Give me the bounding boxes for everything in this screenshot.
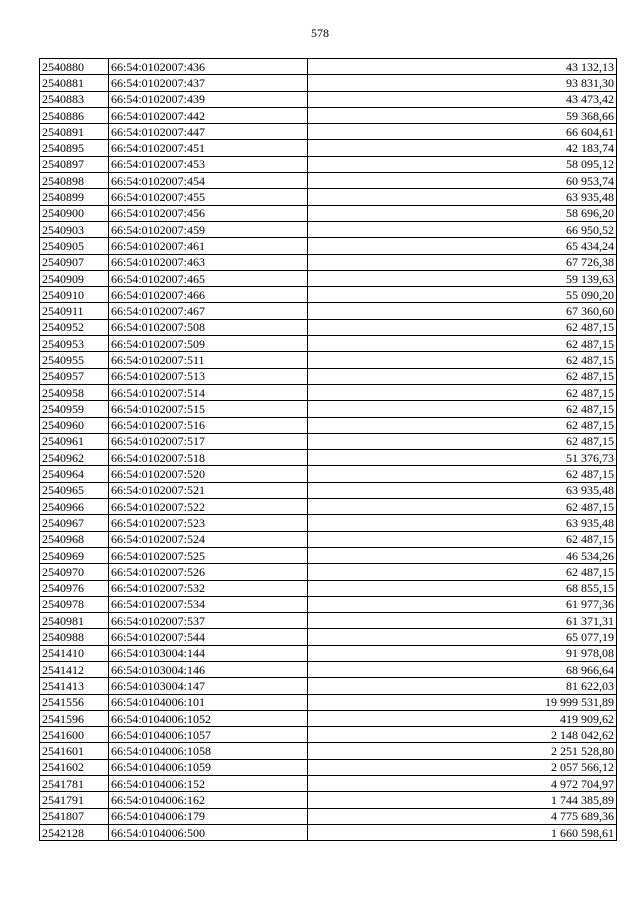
table-row bbox=[40, 629, 617, 645]
row-id-cell: 2540959 bbox=[40, 401, 109, 417]
table-row bbox=[40, 173, 617, 189]
row-id-cell: 2540886 bbox=[40, 107, 109, 123]
cadastral-number-cell: 66:54:0104006:162 bbox=[109, 792, 308, 808]
row-id-cell: 2540909 bbox=[40, 270, 109, 286]
value-cell: 66 604,61 bbox=[308, 124, 617, 140]
cadastral-number-cell: 66:54:0102007:437 bbox=[109, 75, 308, 91]
table-row bbox=[40, 124, 617, 140]
row-id-cell: 2541602 bbox=[40, 759, 109, 775]
cadastral-number-cell: 66:54:0103004:147 bbox=[109, 678, 308, 694]
row-id-cell: 2540966 bbox=[40, 499, 109, 515]
cadastral-number-cell: 66:54:0102007:520 bbox=[109, 466, 308, 482]
value-cell: 2 057 566,12 bbox=[308, 759, 617, 775]
cadastral-number-cell: 66:54:0102007:514 bbox=[109, 384, 308, 400]
value-cell: 62 487,15 bbox=[308, 531, 617, 547]
value-cell: 62 487,15 bbox=[308, 319, 617, 335]
table-row bbox=[40, 710, 617, 726]
table-row bbox=[40, 433, 617, 449]
cadastral-number-cell: 66:54:0104006:1057 bbox=[109, 727, 308, 743]
table-row bbox=[40, 189, 617, 205]
row-id-cell: 2540958 bbox=[40, 384, 109, 400]
value-cell: 419 909,62 bbox=[308, 710, 617, 726]
row-id-cell: 2541410 bbox=[40, 645, 109, 661]
value-cell: 58 095,12 bbox=[308, 156, 617, 172]
table-row bbox=[40, 743, 617, 759]
value-cell: 62 487,15 bbox=[308, 433, 617, 449]
value-cell: 43 132,13 bbox=[308, 59, 617, 75]
value-cell: 61 371,31 bbox=[308, 613, 617, 629]
table-row bbox=[40, 319, 617, 335]
row-id-cell: 2541781 bbox=[40, 776, 109, 792]
cadastral-number-cell: 66:54:0102007:525 bbox=[109, 547, 308, 563]
value-cell: 2 251 528,80 bbox=[308, 743, 617, 759]
row-id-cell: 2540981 bbox=[40, 613, 109, 629]
registry-table-body bbox=[40, 59, 617, 841]
row-id-cell: 2540988 bbox=[40, 629, 109, 645]
value-cell: 55 090,20 bbox=[308, 287, 617, 303]
cadastral-number-cell: 66:54:0102007:466 bbox=[109, 287, 308, 303]
cadastral-number-cell: 66:54:0102007:465 bbox=[109, 270, 308, 286]
value-cell: 68 966,64 bbox=[308, 661, 617, 677]
value-cell: 4 775 689,36 bbox=[308, 808, 617, 824]
value-cell: 65 077,19 bbox=[308, 629, 617, 645]
value-cell: 93 831,30 bbox=[308, 75, 617, 91]
table-row bbox=[40, 91, 617, 107]
row-id-cell: 2540880 bbox=[40, 59, 109, 75]
cadastral-number-cell: 66:54:0102007:459 bbox=[109, 221, 308, 237]
cadastral-number-cell: 66:54:0104006:152 bbox=[109, 776, 308, 792]
cadastral-number-cell: 66:54:0102007:532 bbox=[109, 580, 308, 596]
table-row bbox=[40, 205, 617, 221]
table-row bbox=[40, 221, 617, 237]
value-cell: 62 487,15 bbox=[308, 401, 617, 417]
cadastral-number-cell: 66:54:0102007:544 bbox=[109, 629, 308, 645]
row-id-cell: 2540961 bbox=[40, 433, 109, 449]
table-row bbox=[40, 59, 617, 75]
cadastral-number-cell: 66:54:0102007:442 bbox=[109, 107, 308, 123]
table-row bbox=[40, 531, 617, 547]
table-row bbox=[40, 287, 617, 303]
table-row bbox=[40, 547, 617, 563]
cadastral-number-cell: 66:54:0102007:453 bbox=[109, 156, 308, 172]
cadastral-number-cell: 66:54:0102007:521 bbox=[109, 482, 308, 498]
row-id-cell: 2542128 bbox=[40, 824, 109, 840]
value-cell: 62 487,15 bbox=[308, 336, 617, 352]
row-id-cell: 2541556 bbox=[40, 694, 109, 710]
table-row bbox=[40, 596, 617, 612]
value-cell: 46 534,26 bbox=[308, 547, 617, 563]
row-id-cell: 2540881 bbox=[40, 75, 109, 91]
row-id-cell: 2540957 bbox=[40, 368, 109, 384]
value-cell: 91 978,08 bbox=[308, 645, 617, 661]
value-cell: 63 935,48 bbox=[308, 482, 617, 498]
row-id-cell: 2540967 bbox=[40, 515, 109, 531]
cadastral-number-cell: 66:54:0102007:522 bbox=[109, 499, 308, 515]
row-id-cell: 2540953 bbox=[40, 336, 109, 352]
row-id-cell: 2540978 bbox=[40, 596, 109, 612]
row-id-cell: 2540900 bbox=[40, 205, 109, 221]
row-id-cell: 2540965 bbox=[40, 482, 109, 498]
table-row bbox=[40, 107, 617, 123]
value-cell: 60 953,74 bbox=[308, 173, 617, 189]
row-id-cell: 2540903 bbox=[40, 221, 109, 237]
row-id-cell: 2541791 bbox=[40, 792, 109, 808]
cadastral-number-cell: 66:54:0102007:467 bbox=[109, 303, 308, 319]
value-cell: 51 376,73 bbox=[308, 450, 617, 466]
value-cell: 58 696,20 bbox=[308, 205, 617, 221]
cadastral-number-cell: 66:54:0104006:179 bbox=[109, 808, 308, 824]
table-row bbox=[40, 727, 617, 743]
cadastral-number-cell: 66:54:0102007:509 bbox=[109, 336, 308, 352]
cadastral-number-cell: 66:54:0104006:500 bbox=[109, 824, 308, 840]
value-cell: 66 950,52 bbox=[308, 221, 617, 237]
table-row bbox=[40, 776, 617, 792]
value-cell: 1 744 385,89 bbox=[308, 792, 617, 808]
value-cell: 59 368,66 bbox=[308, 107, 617, 123]
table-row bbox=[40, 661, 617, 677]
row-id-cell: 2540910 bbox=[40, 287, 109, 303]
value-cell: 68 855,15 bbox=[308, 580, 617, 596]
value-cell: 62 487,15 bbox=[308, 384, 617, 400]
cadastral-number-cell: 66:54:0104006:1059 bbox=[109, 759, 308, 775]
table-row bbox=[40, 515, 617, 531]
row-id-cell: 2541412 bbox=[40, 661, 109, 677]
cadastral-number-cell: 66:54:0102007:461 bbox=[109, 238, 308, 254]
table-row bbox=[40, 792, 617, 808]
table-row bbox=[40, 564, 617, 580]
value-cell: 42 183,74 bbox=[308, 140, 617, 156]
cadastral-number-cell: 66:54:0102007:455 bbox=[109, 189, 308, 205]
value-cell: 62 487,15 bbox=[308, 499, 617, 515]
cadastral-number-cell: 66:54:0104006:101 bbox=[109, 694, 308, 710]
value-cell: 63 935,48 bbox=[308, 189, 617, 205]
row-id-cell: 2540905 bbox=[40, 238, 109, 254]
cadastral-number-cell: 66:54:0102007:518 bbox=[109, 450, 308, 466]
table-row bbox=[40, 450, 617, 466]
value-cell: 81 622,03 bbox=[308, 678, 617, 694]
table-row bbox=[40, 645, 617, 661]
row-id-cell: 2540960 bbox=[40, 417, 109, 433]
value-cell: 62 487,15 bbox=[308, 466, 617, 482]
row-id-cell: 2540955 bbox=[40, 352, 109, 368]
table-row bbox=[40, 401, 617, 417]
row-id-cell: 2541596 bbox=[40, 710, 109, 726]
registry-table bbox=[39, 58, 617, 841]
row-id-cell: 2540907 bbox=[40, 254, 109, 270]
row-id-cell: 2541600 bbox=[40, 727, 109, 743]
table-row bbox=[40, 352, 617, 368]
cadastral-number-cell: 66:54:0102007:537 bbox=[109, 613, 308, 629]
table-row bbox=[40, 140, 617, 156]
value-cell: 65 434,24 bbox=[308, 238, 617, 254]
cadastral-number-cell: 66:54:0102007:463 bbox=[109, 254, 308, 270]
value-cell: 61 977,36 bbox=[308, 596, 617, 612]
cadastral-number-cell: 66:54:0102007:447 bbox=[109, 124, 308, 140]
cadastral-number-cell: 66:54:0102007:436 bbox=[109, 59, 308, 75]
cadastral-number-cell: 66:54:0104006:1052 bbox=[109, 710, 308, 726]
table-row bbox=[40, 759, 617, 775]
table-row bbox=[40, 270, 617, 286]
cadastral-number-cell: 66:54:0102007:516 bbox=[109, 417, 308, 433]
cadastral-number-cell: 66:54:0102007:515 bbox=[109, 401, 308, 417]
row-id-cell: 2540964 bbox=[40, 466, 109, 482]
cadastral-number-cell: 66:54:0102007:454 bbox=[109, 173, 308, 189]
cadastral-number-cell: 66:54:0102007:513 bbox=[109, 368, 308, 384]
table-row bbox=[40, 613, 617, 629]
table-row bbox=[40, 336, 617, 352]
row-id-cell: 2540891 bbox=[40, 124, 109, 140]
cadastral-number-cell: 66:54:0102007:526 bbox=[109, 564, 308, 580]
table-row bbox=[40, 368, 617, 384]
table-row bbox=[40, 238, 617, 254]
row-id-cell: 2540968 bbox=[40, 531, 109, 547]
table-row bbox=[40, 580, 617, 596]
row-id-cell: 2540899 bbox=[40, 189, 109, 205]
table-row bbox=[40, 824, 617, 840]
row-id-cell: 2541413 bbox=[40, 678, 109, 694]
row-id-cell: 2540911 bbox=[40, 303, 109, 319]
row-id-cell: 2540962 bbox=[40, 450, 109, 466]
value-cell: 43 473,42 bbox=[308, 91, 617, 107]
value-cell: 1 660 598,61 bbox=[308, 824, 617, 840]
cadastral-number-cell: 66:54:0103004:144 bbox=[109, 645, 308, 661]
value-cell: 63 935,48 bbox=[308, 515, 617, 531]
row-id-cell: 2540898 bbox=[40, 173, 109, 189]
row-id-cell: 2540883 bbox=[40, 91, 109, 107]
cadastral-number-cell: 66:54:0103004:146 bbox=[109, 661, 308, 677]
row-id-cell: 2540895 bbox=[40, 140, 109, 156]
table-row bbox=[40, 466, 617, 482]
row-id-cell: 2540969 bbox=[40, 547, 109, 563]
row-id-cell: 2540897 bbox=[40, 156, 109, 172]
cadastral-number-cell: 66:54:0102007:508 bbox=[109, 319, 308, 335]
cadastral-number-cell: 66:54:0104006:1058 bbox=[109, 743, 308, 759]
row-id-cell: 2541601 bbox=[40, 743, 109, 759]
row-id-cell: 2540976 bbox=[40, 580, 109, 596]
value-cell: 2 148 042,62 bbox=[308, 727, 617, 743]
table-row bbox=[40, 808, 617, 824]
table-row bbox=[40, 678, 617, 694]
table-row bbox=[40, 499, 617, 515]
value-cell: 4 972 704,97 bbox=[308, 776, 617, 792]
page-number: 578 bbox=[311, 26, 329, 40]
cadastral-number-cell: 66:54:0102007:456 bbox=[109, 205, 308, 221]
cadastral-number-cell: 66:54:0102007:517 bbox=[109, 433, 308, 449]
cadastral-number-cell: 66:54:0102007:451 bbox=[109, 140, 308, 156]
cadastral-number-cell: 66:54:0102007:511 bbox=[109, 352, 308, 368]
table-row bbox=[40, 694, 617, 710]
row-id-cell: 2541807 bbox=[40, 808, 109, 824]
cadastral-number-cell: 66:54:0102007:439 bbox=[109, 91, 308, 107]
value-cell: 62 487,15 bbox=[308, 352, 617, 368]
table-row bbox=[40, 482, 617, 498]
cadastral-number-cell: 66:54:0102007:524 bbox=[109, 531, 308, 547]
cadastral-number-cell: 66:54:0102007:523 bbox=[109, 515, 308, 531]
value-cell: 62 487,15 bbox=[308, 417, 617, 433]
value-cell: 67 726,38 bbox=[308, 254, 617, 270]
table-row bbox=[40, 75, 617, 91]
table-row bbox=[40, 417, 617, 433]
row-id-cell: 2540970 bbox=[40, 564, 109, 580]
row-id-cell: 2540952 bbox=[40, 319, 109, 335]
table-row bbox=[40, 303, 617, 319]
cadastral-number-cell: 66:54:0102007:534 bbox=[109, 596, 308, 612]
value-cell: 62 487,15 bbox=[308, 564, 617, 580]
value-cell: 62 487,15 bbox=[308, 368, 617, 384]
value-cell: 59 139,63 bbox=[308, 270, 617, 286]
table-row bbox=[40, 156, 617, 172]
value-cell: 19 999 531,89 bbox=[308, 694, 617, 710]
value-cell: 67 360,60 bbox=[308, 303, 617, 319]
table-row bbox=[40, 254, 617, 270]
table-row bbox=[40, 384, 617, 400]
